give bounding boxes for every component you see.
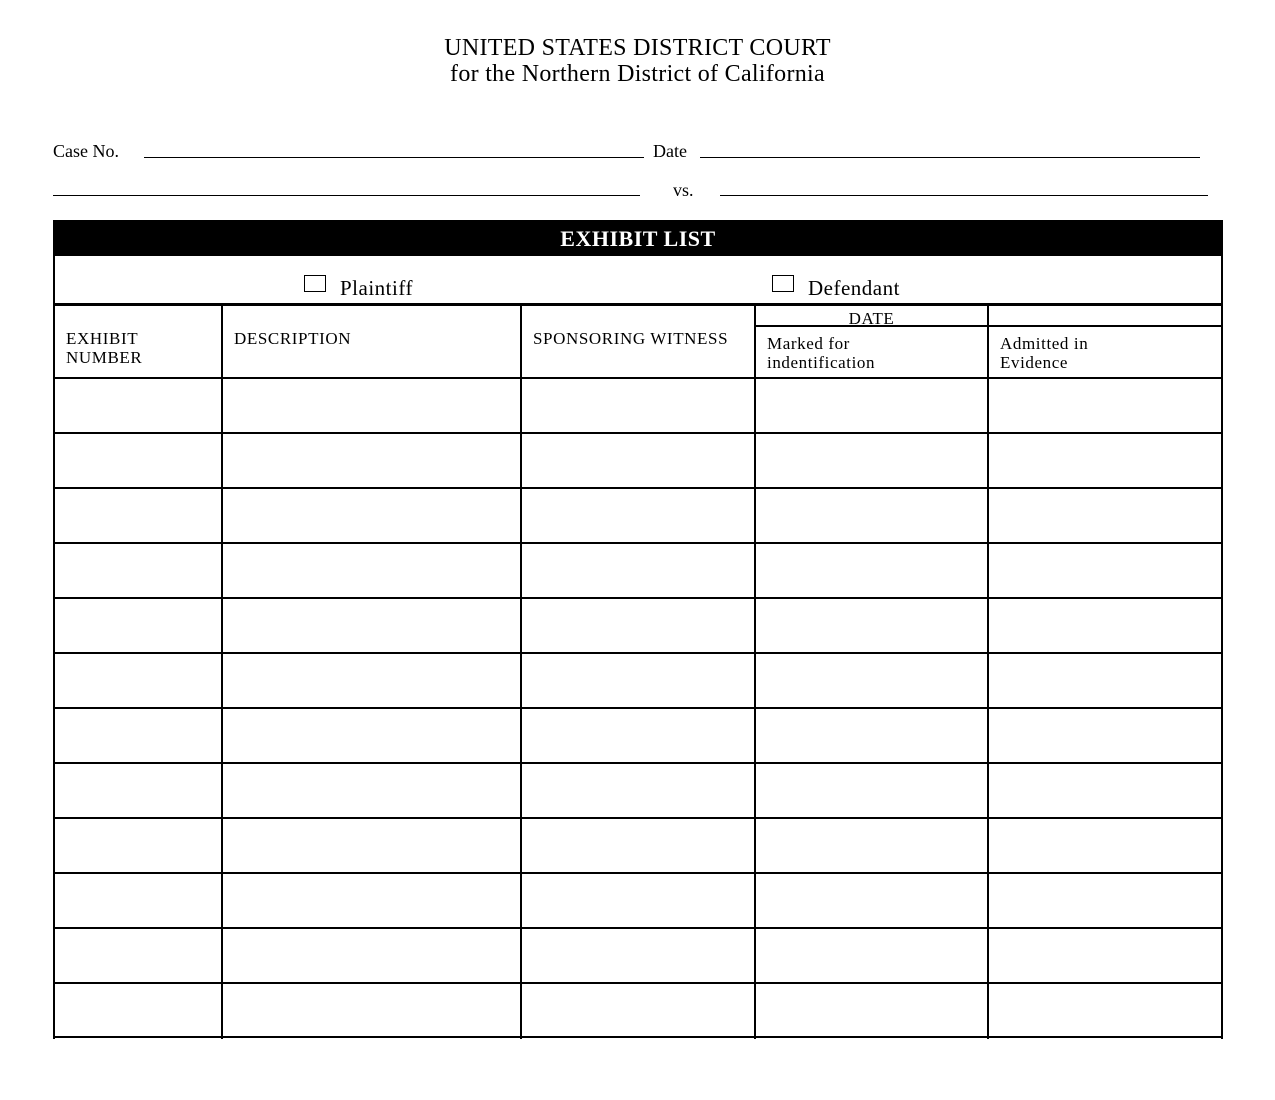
court-name: UNITED STATES DISTRICT COURT	[444, 35, 831, 61]
cell-description[interactable]	[223, 654, 520, 706]
cell-admitted-in-evidence[interactable]	[989, 544, 1219, 596]
cell-description[interactable]	[223, 929, 520, 981]
cell-description[interactable]	[223, 489, 520, 541]
cell-marked-for-identification[interactable]	[756, 874, 987, 926]
cell-description[interactable]	[223, 764, 520, 816]
cell-admitted-in-evidence[interactable]	[989, 434, 1219, 486]
cell-marked-for-identification[interactable]	[756, 489, 987, 541]
cell-exhibit-number[interactable]	[55, 929, 221, 981]
cell-exhibit-number[interactable]	[55, 379, 221, 431]
case-no-label: Case No.	[53, 141, 119, 161]
cell-sponsoring-witness[interactable]	[522, 984, 754, 1036]
cell-exhibit-number[interactable]	[55, 819, 221, 871]
cell-sponsoring-witness[interactable]	[522, 434, 754, 486]
cell-admitted-in-evidence[interactable]	[989, 709, 1219, 761]
cell-admitted-in-evidence[interactable]	[989, 654, 1219, 706]
cell-description[interactable]	[223, 984, 520, 1036]
cell-admitted-in-evidence[interactable]	[989, 929, 1219, 981]
defendant-label: Defendant	[808, 276, 900, 300]
plaintiff-name-field[interactable]	[53, 195, 640, 196]
table-right-border	[1221, 255, 1223, 1039]
cell-admitted-in-evidence[interactable]	[989, 764, 1219, 816]
cell-admitted-in-evidence[interactable]	[989, 874, 1219, 926]
cell-sponsoring-witness[interactable]	[522, 379, 754, 431]
cell-sponsoring-witness[interactable]	[522, 654, 754, 706]
cell-sponsoring-witness[interactable]	[522, 819, 754, 871]
cell-sponsoring-witness[interactable]	[522, 544, 754, 596]
cell-description[interactable]	[223, 599, 520, 651]
cell-description[interactable]	[223, 709, 520, 761]
cell-exhibit-number[interactable]	[55, 599, 221, 651]
date-field[interactable]	[700, 157, 1200, 158]
cell-marked-for-identification[interactable]	[756, 599, 987, 651]
vs-label: vs.	[673, 180, 694, 200]
cell-marked-for-identification[interactable]	[756, 929, 987, 981]
cell-sponsoring-witness[interactable]	[522, 599, 754, 651]
cell-sponsoring-witness[interactable]	[522, 929, 754, 981]
cell-admitted-in-evidence[interactable]	[989, 984, 1219, 1036]
cell-description[interactable]	[223, 379, 520, 431]
plaintiff-label: Plaintiff	[340, 276, 413, 300]
cell-marked-for-identification[interactable]	[756, 819, 987, 871]
cell-sponsoring-witness[interactable]	[522, 489, 754, 541]
table-bottom-border	[53, 1036, 1223, 1038]
cell-sponsoring-witness[interactable]	[522, 874, 754, 926]
cell-exhibit-number[interactable]	[55, 764, 221, 816]
cell-description[interactable]	[223, 434, 520, 486]
cell-exhibit-number[interactable]	[55, 709, 221, 761]
cell-admitted-in-evidence[interactable]	[989, 819, 1219, 871]
cell-exhibit-number[interactable]	[55, 544, 221, 596]
cell-sponsoring-witness[interactable]	[522, 764, 754, 816]
cell-admitted-in-evidence[interactable]	[989, 379, 1219, 431]
defendant-checkbox[interactable]	[772, 275, 794, 292]
column-header-marked-for-identification: Marked for indentification	[767, 334, 876, 372]
column-header-description: DESCRIPTION	[234, 329, 352, 348]
column-header-date: DATE	[848, 309, 895, 328]
cell-marked-for-identification[interactable]	[756, 654, 987, 706]
cell-admitted-in-evidence[interactable]	[989, 489, 1219, 541]
header-top-rule	[53, 303, 1223, 306]
cell-admitted-in-evidence[interactable]	[989, 599, 1219, 651]
cell-marked-for-identification[interactable]	[756, 544, 987, 596]
column-header-admitted-in-evidence: Admitted in Evidence	[1000, 334, 1089, 372]
plaintiff-checkbox[interactable]	[304, 275, 326, 292]
case-no-field[interactable]	[144, 157, 644, 158]
cell-exhibit-number[interactable]	[55, 434, 221, 486]
cell-exhibit-number[interactable]	[55, 874, 221, 926]
cell-marked-for-identification[interactable]	[756, 434, 987, 486]
cell-marked-for-identification[interactable]	[756, 709, 987, 761]
column-header-sponsoring-witness: SPONSORING WITNESS	[533, 329, 729, 348]
cell-marked-for-identification[interactable]	[756, 379, 987, 431]
cell-description[interactable]	[223, 819, 520, 871]
cell-sponsoring-witness[interactable]	[522, 709, 754, 761]
date-label: Date	[653, 141, 687, 161]
cell-description[interactable]	[223, 544, 520, 596]
cell-marked-for-identification[interactable]	[756, 764, 987, 816]
cell-exhibit-number[interactable]	[55, 984, 221, 1036]
exhibit-list-title: EXHIBIT LIST	[560, 226, 716, 251]
defendant-name-field[interactable]	[720, 195, 1208, 196]
cell-exhibit-number[interactable]	[55, 654, 221, 706]
court-district: for the Northern District of California	[450, 61, 825, 87]
cell-exhibit-number[interactable]	[55, 489, 221, 541]
cell-marked-for-identification[interactable]	[756, 984, 987, 1036]
cell-description[interactable]	[223, 874, 520, 926]
column-header-exhibit-number: EXHIBIT NUMBER	[66, 329, 143, 367]
